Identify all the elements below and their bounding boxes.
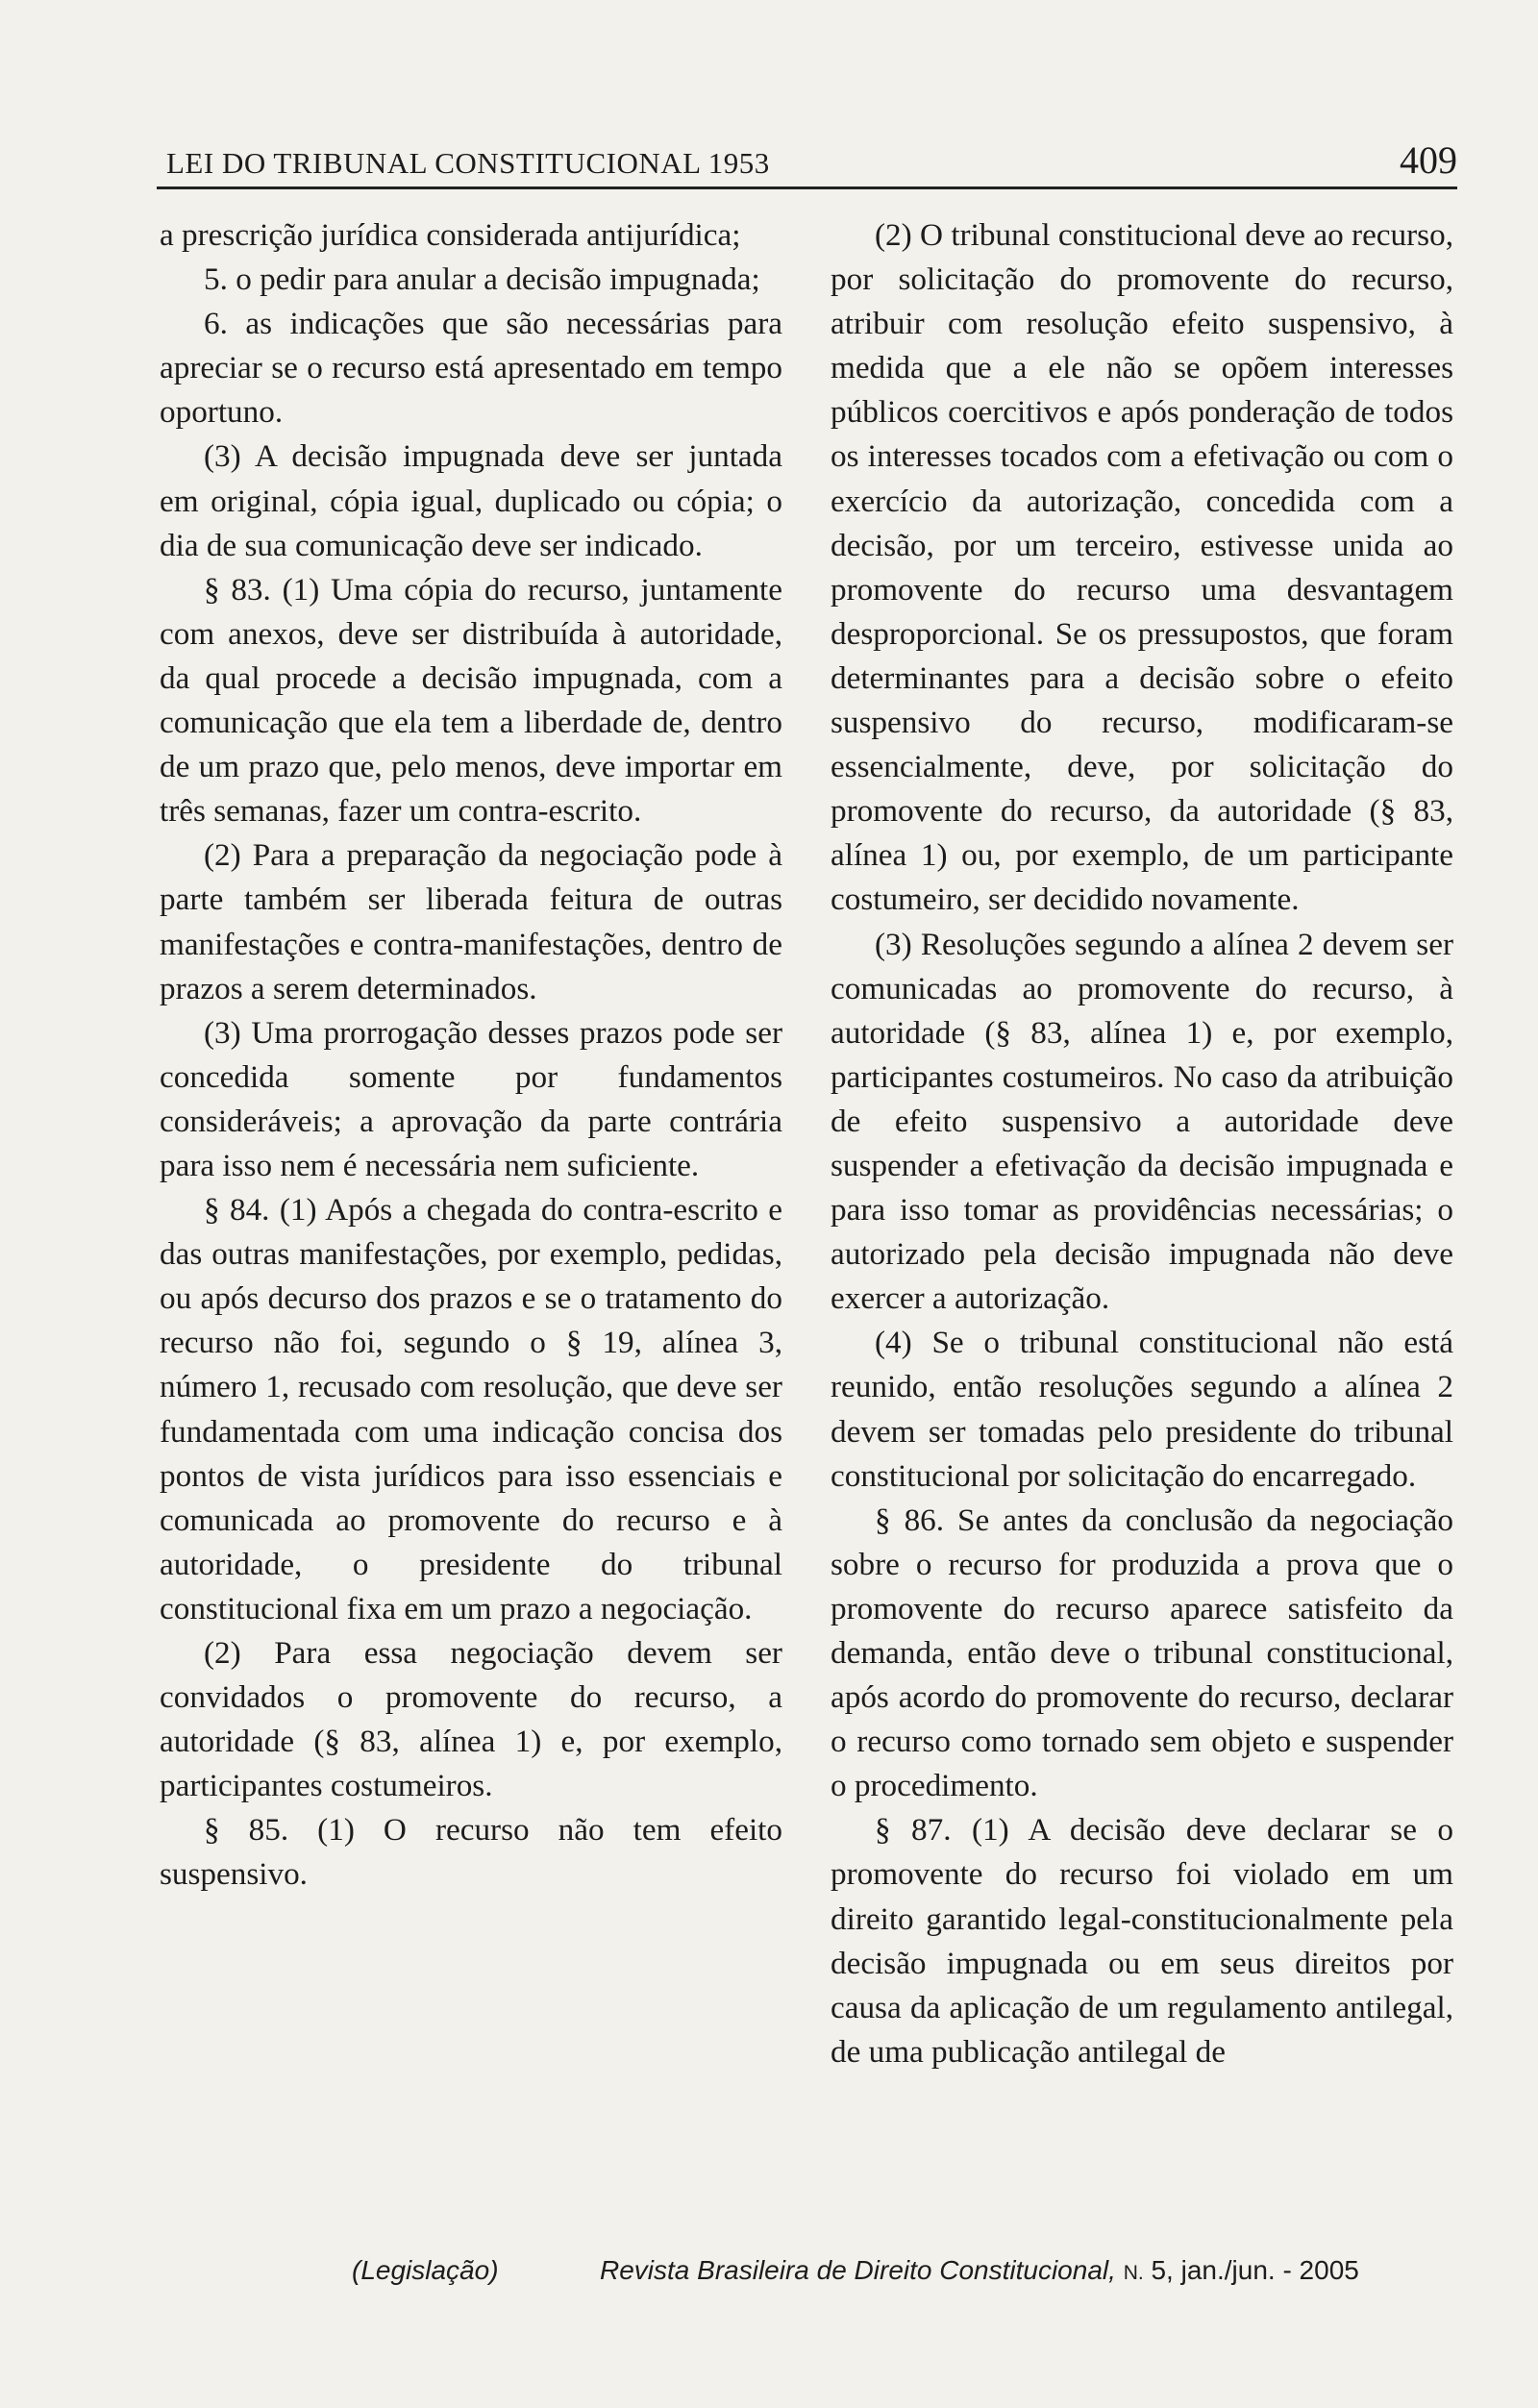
paragraph: (2) Para a preparação da negociação pode à parte também ser liberada feitura de outras manifestações e contra-manifestações, dentro de prazos a serem determinados. [160, 837, 782, 1006]
paragraph: § 86. Se antes da conclusão da negociação sobre o recurso for produzida a prova que o promovente do recurso aparece satisfeito da demanda, então deve o tribunal constitucional, após acordo do promovente do recurso, declarar o recurso como tornado sem objeto e suspender o procedimento. [831, 1502, 1453, 1804]
paragraph: § 84. (1) Após a chegada do contra-escrito e das outras manifestações, por exemplo, pedidas, ou após decurso dos prazos e se o tratamento do recurso não foi, segundo o § 19, alínea 3, número 1, recusado com resolução, que deve ser fundamentada com uma indicação concisa dos pontos de vista jurídicos para isso essenciais e comunicada ao promovente do recurso e à autoridade, o presidente do tribunal constitucional fixa em um prazo a negociação. [160, 1192, 782, 1626]
paragraph: 5. o pedir para anular a decisão impugnada; [204, 261, 760, 298]
paragraph: § 87. (1) A decisão deve declarar se o promovente do recurso foi violado em um direito garantido legal-constitucionalmente pela decisão impugnada ou em seus direitos por causa da aplicação de um regulamento antilegal, de uma publicação antilegal de [831, 1812, 1453, 2070]
issue-info: 5, jan./jun. - 2005 [1151, 2255, 1359, 2285]
paragraph: 6. as indicações que são necessárias para apreciar se o recurso está apresentado em tempo oportuno. [160, 306, 782, 431]
paragraph: (2) Para essa negociação devem ser convidados o promovente do recurso, a autoridade (§ 83, alínea 1) e, por exemplo, participantes costumeiros. [160, 1635, 782, 1804]
footer-section: (Legislação) [352, 2255, 499, 2285]
journal-title: Revista Brasileira de Direito Constitucional, [600, 2255, 1116, 2285]
paragraph: § 85. (1) O recurso não tem efeito suspensivo. [160, 1812, 782, 1893]
paragraph: (4) Se o tribunal constitucional não está reunido, então resoluções segundo a alínea 2 devem ser tomadas pelo presidente do tribunal constitucional por solicitação do encarregado. [831, 1325, 1453, 1494]
page-number: 409 [1400, 138, 1457, 182]
running-title: LEI DO TRIBUNAL CONSTITUCIONAL 1953 [166, 146, 770, 180]
paragraph: (2) O tribunal constitucional deve ao recurso, por solicitação do promovente do recurso, atribuir com resolução efeito suspensivo, à medida que a ele não se opõem interesses públicos coercitivos e após ponderação de todos os interesses tocados com a efetivação ou com o exercício da autorização, concedida com a decisão, por um terceiro, estivesse unida ao promovente do recurso uma desvantagem desproporcional. Se os pressupostos, que foram determinantes para a decisão sobre o efeito suspensivo do recurso, modificaram-se essencialmente, deve, por solicitação do promovente do recurso, da autoridade (§ 83, alínea 1) ou, por exemplo, de um participante costumeiro, ser decidido novamente. [831, 217, 1453, 918]
right-column [831, 213, 1453, 2074]
footer-journal [600, 2255, 1359, 2286]
paragraph: a prescrição jurídica considerada antijurídica; [160, 217, 741, 253]
number-abbrev: N. [1123, 2262, 1144, 2284]
paragraph: (3) Uma prorrogação desses prazos pode ser concedida somente por fundamentos consideráveis; a aprovação da parte contrária para isso nem é necessária nem suficiente. [160, 1014, 782, 1183]
paragraph: (3) A decisão impugnada deve ser juntada em original, cópia igual, duplicado ou cópia; o dia de sua comunicação deve ser indicado. [160, 438, 782, 563]
left-column [160, 213, 782, 1898]
page-header [157, 131, 1457, 189]
paragraph: § 83. (1) Uma cópia do recurso, juntamente com anexos, deve ser distribuída à autoridade, da qual procede a decisão impugnada, com a comunicação que ela tem a liberdade de, dentro de um prazo que, pelo menos, deve importar em três semanas, fazer um contra-escrito. [160, 571, 782, 830]
paragraph: (3) Resoluções segundo a alínea 2 devem ser comunicadas ao promovente do recurso, à autoridade (§ 83, alínea 1) e, por exemplo, participantes costumeiros. No caso da atribuição de efeito suspensivo a autoridade deve suspender a efetivação da decisão impugnada e para isso tomar as providências necessárias; o autorizado pela decisão impugnada não deve exercer a autorização. [831, 926, 1453, 1317]
